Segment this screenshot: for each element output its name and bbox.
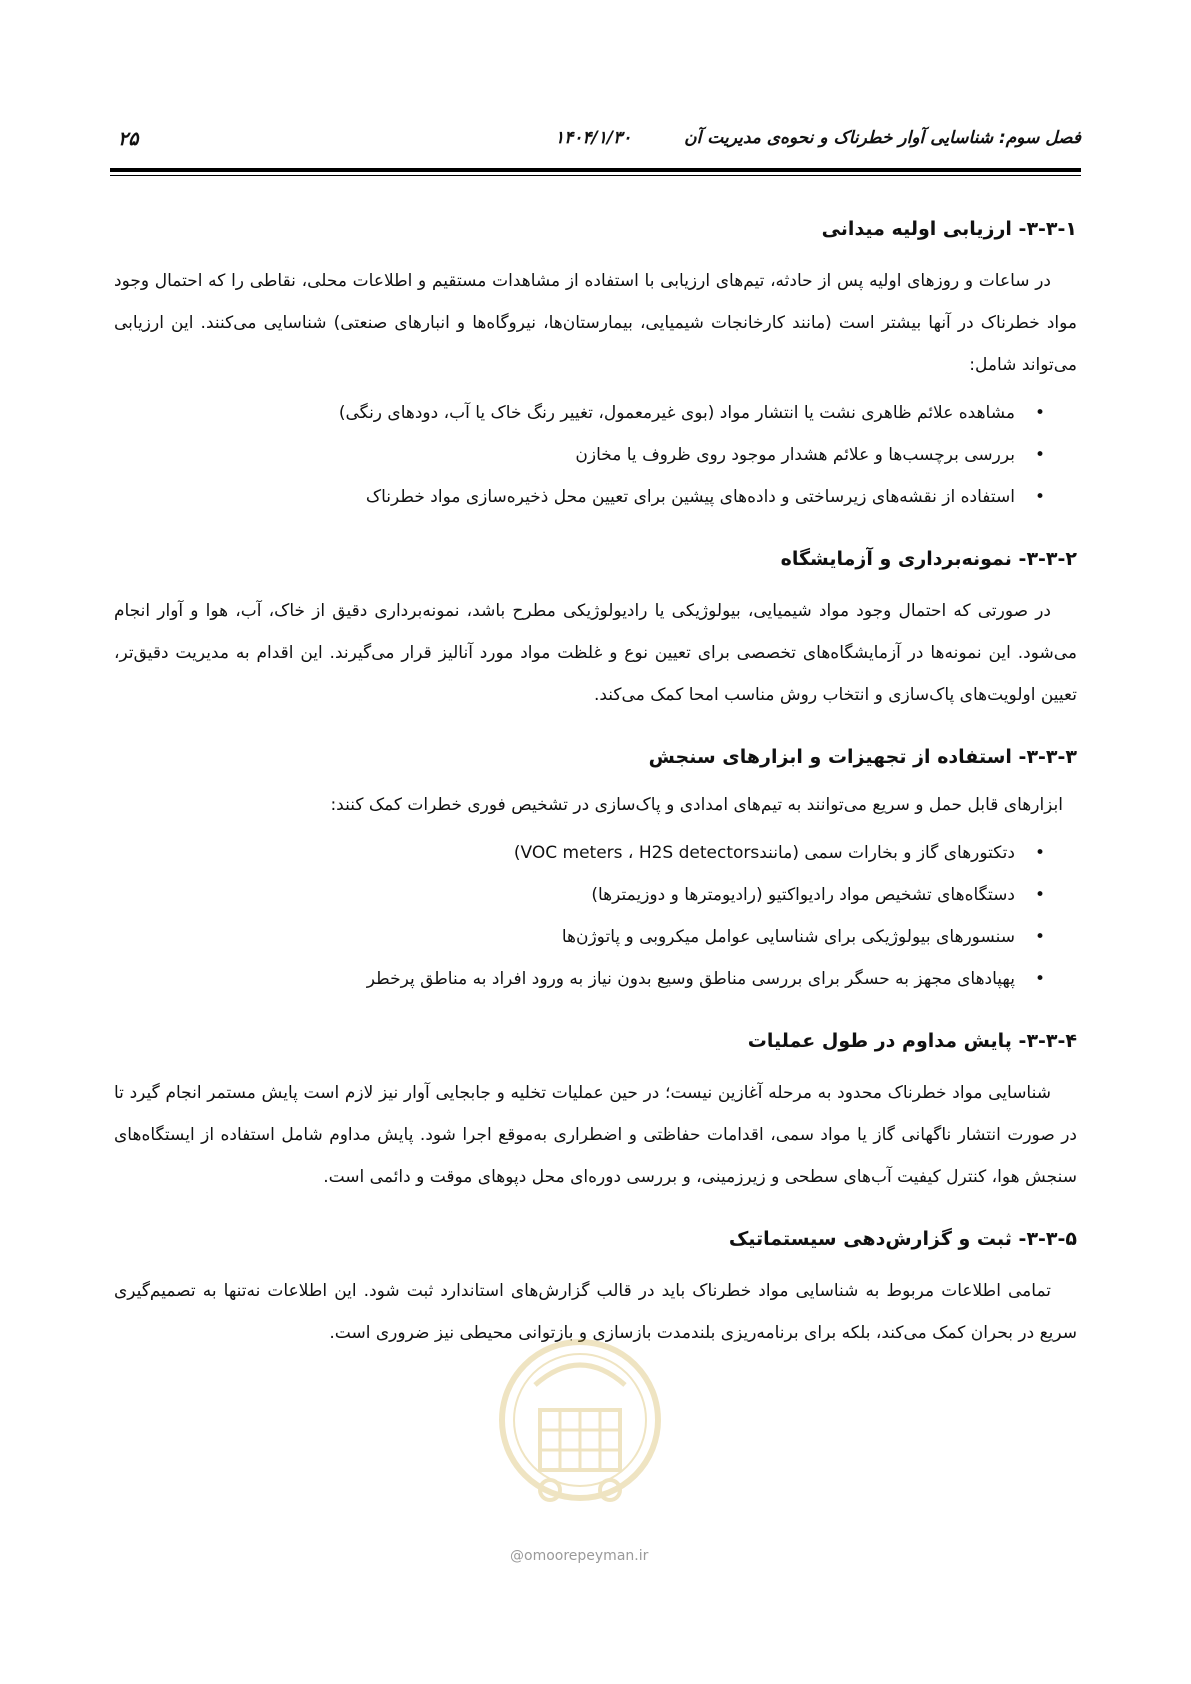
section-title: پایش مداوم در طول عملیات [747,1030,1012,1052]
bullet-list [114,392,1077,518]
section-intro: ابزارهای قابل حمل و سریع می‌توانند به تیم‌های امدادی و پاک‌سازی در تشخیص فوری خطرات کمک کنند: [330,795,1063,815]
list-item-text: سنسورهای بیولوژیکی برای شناسایی عوامل میکروبی و پاتوژن‌ها [561,927,1015,947]
list-item [114,874,1047,916]
list-item [114,392,1047,434]
bullet-icon: • [1034,969,1045,989]
list-item [114,832,1047,874]
list-item-text: بررسی برچسب‌ها و علائم هشدار موجود روی ظروف یا مخازن [575,445,1015,465]
header-date: ۱۴۰۴/۱/۳۰ [555,128,632,148]
list-item-text: استفاده از نقشه‌های زیرساختی و داده‌های پیشین برای تعیین محل ذخیره‌سازی مواد خطرناک [365,487,1015,507]
list-item [114,476,1047,518]
header-rule [110,168,1081,172]
section-heading [114,1224,1077,1254]
chapter-title: فصل سوم: شناسایی آوار خطرناک و نحوه‌ی مدیریت آن [684,128,1081,148]
section-number: ۳-۳-۴- [1018,1030,1077,1052]
list-item [114,916,1047,958]
section-heading [114,214,1077,244]
section-field-assessment [114,214,1077,518]
section-title: نمونه‌برداری و آزمایشگاه [780,548,1012,570]
section-number: ۳-۳-۲- [1018,548,1077,570]
section-paragraph: در صورتی که احتمال وجود مواد شیمیایی، بیولوژیکی یا رادیولوژیکی مطرح باشد، نمونه‌برداری دقیق از خاک، آب، هوا و آوار انجام می‌شود. این نمونه‌ها در آزمایشگاه‌های تخصصی برای تعیین نوع و غلظت مواد مورد آنالیز قرار می‌گیرند. این اقدام به مدیریت دقیق‌تر، تعیین اولویت‌های پاک‌سازی و انتخاب روش مناسب امحا کمک می‌کند. [114,601,1077,705]
section-title: استفاده از تجهیزات و ابزارهای سنجش [648,746,1012,768]
bullet-icon: • [1034,445,1045,465]
bullet-icon: • [1034,843,1045,863]
section-title: ثبت و گزارش‌دهی سیستماتیک [728,1228,1012,1250]
bullet-icon: • [1034,927,1045,947]
page-body [114,214,1077,1380]
watermark-logo [495,1325,665,1535]
section-number: ۳-۳-۱- [1018,218,1077,240]
list-item [114,958,1047,1000]
section-title: ارزیابی اولیه میدانی [821,218,1012,240]
section-measurement-tools [114,742,1077,1000]
list-item-text: پهپادهای مجهز به حسگر برای بررسی مناطق وسیع بدون نیاز به ورود افراد به مناطق پرخطر [366,969,1015,989]
section-paragraph: در ساعات و روزهای اولیه پس از حادثه، تیم‌های ارزیابی با استفاده از مشاهدات مستقیم و اطلاعات محلی، نقاطی را که احتمال وجود مواد خطرناک در آنها بیشتر است (مانند کارخانجات شیمیایی، بیمارستان‌ها، نیروگاه‌ها و انبارهای صنعتی) شناسایی می‌کنند. این ارزیابی می‌تواند شامل: [114,271,1077,375]
section-continuous-monitoring [114,1026,1077,1198]
list-item-text: دستگاه‌های تشخیص مواد رادیواکتیو (رادیومترها و دوزیمترها) [591,885,1015,905]
list-item-text: مشاهده علائم ظاهری نشت یا انتشار مواد (بوی غیرمعمول، تغییر رنگ خاک یا آب، دودهای رنگی) [338,403,1015,423]
bullet-icon: • [1034,403,1045,423]
page-header [110,128,1081,162]
header-rule-thin [110,175,1081,176]
section-number: ۳-۳-۵- [1018,1228,1077,1250]
section-heading [114,544,1077,574]
watermark-site: @omoorepeyman.ir [510,1548,649,1564]
bullet-list [114,832,1077,1000]
page-number: ۲۵ [118,128,139,150]
list-item-text: دتکتورهای گاز و بخارات سمی (مانندVOC meters ، H2S detectors) [513,843,1015,863]
section-heading [114,1026,1077,1056]
section-paragraph: تمامی اطلاعات مربوط به شناسایی مواد خطرناک باید در قالب گزارش‌های استاندارد ثبت شود. این اطلاعات نه‌تنها به تصمیم‌گیری سریع در بحران کمک می‌کند، بلکه برای برنامه‌ریزی بلندمدت بازسازی و بازتوانی محیطی نیز ضروری است. [114,1281,1077,1343]
section-number: ۳-۳-۳- [1018,746,1077,768]
list-item [114,434,1047,476]
section-paragraph: شناسایی مواد خطرناک محدود به مرحله آغازین نیست؛ در حین عملیات تخلیه و جابجایی آوار نیز لازم است پایش مستمر انجام گیرد تا در صورت انتشار ناگهانی گاز یا مواد سمی، اقدامات حفاظتی و اضطراری به‌موقع اجرا شود. پایش مداوم شامل استفاده از ایستگاه‌های سنجش هوا، کنترل کیفیت آب‌های سطحی و زیرزمینی، و بررسی دوره‌ای محل دپوهای موقت و دائمی است. [114,1083,1077,1187]
section-heading [114,742,1077,772]
bullet-icon: • [1034,885,1045,905]
bullet-icon: • [1034,487,1045,507]
section-sampling-lab [114,544,1077,716]
